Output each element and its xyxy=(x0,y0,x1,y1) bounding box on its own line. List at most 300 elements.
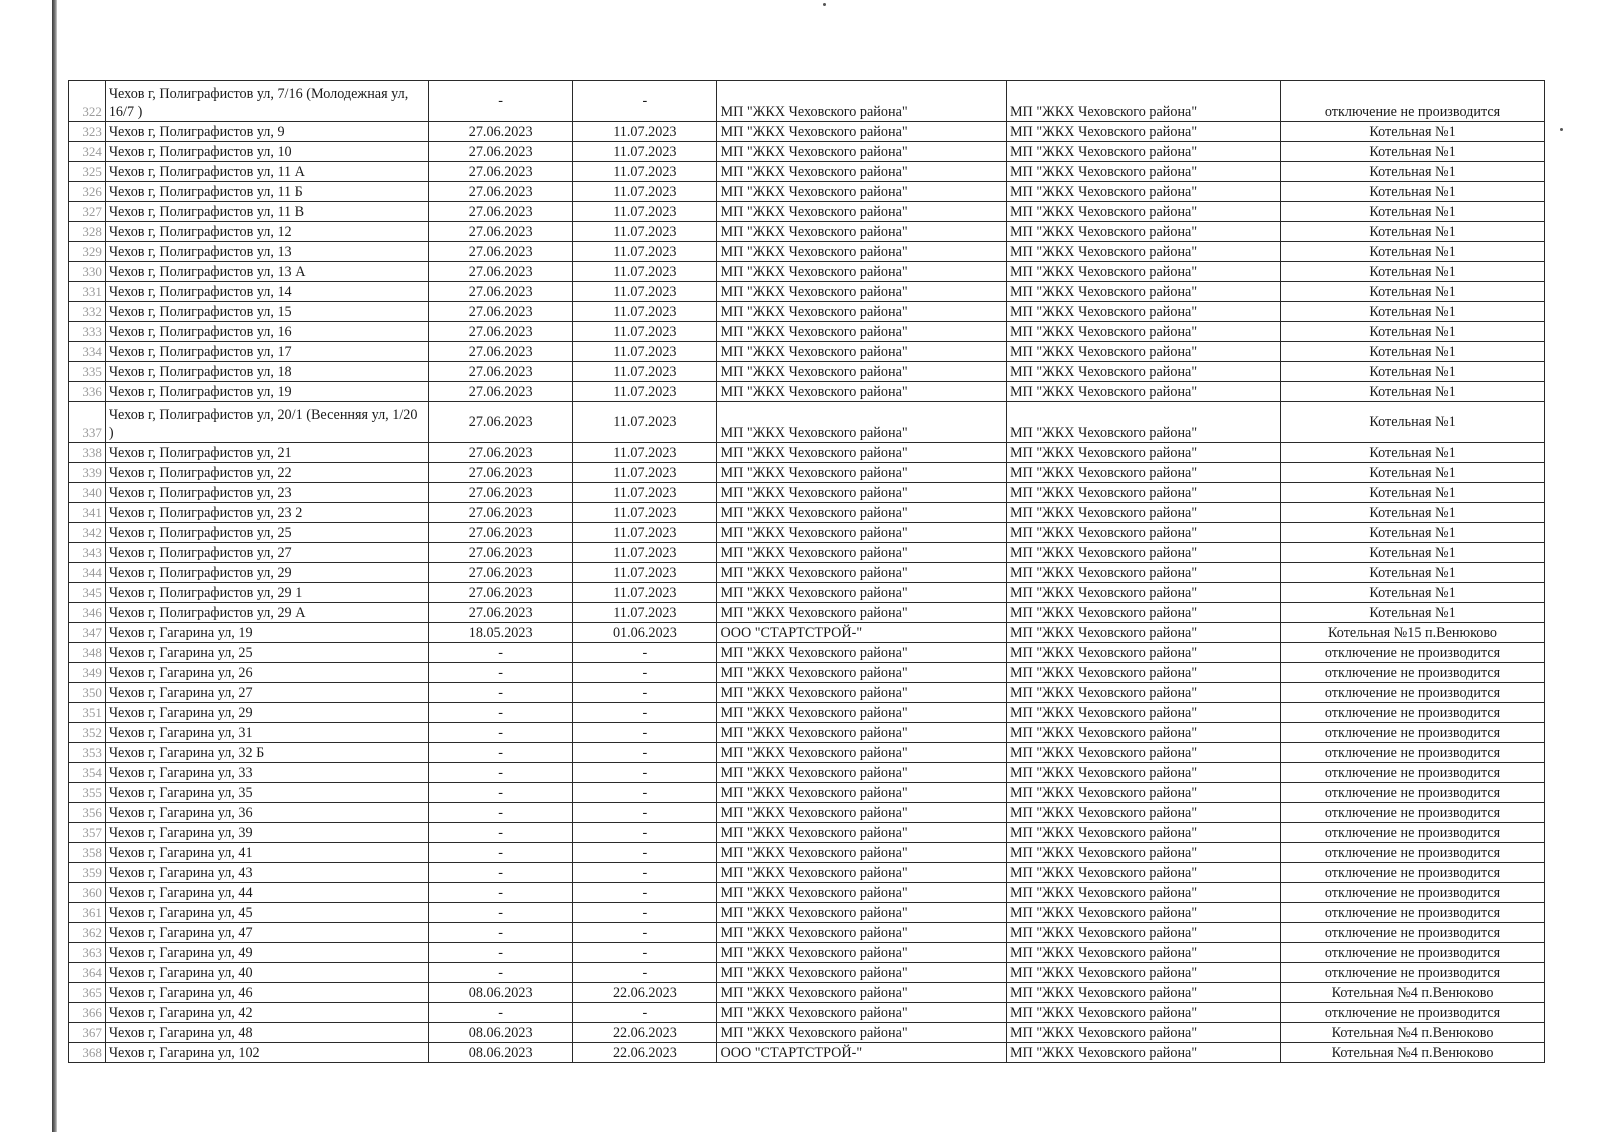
supplier-organization: МП "ЖКХ Чеховского района" xyxy=(717,322,1006,342)
table-row xyxy=(69,342,1545,362)
table-row xyxy=(69,81,1545,122)
outage-end-date: - xyxy=(573,963,717,983)
outage-start-date: - xyxy=(429,923,573,943)
heat-source: отключение не производится xyxy=(1281,923,1545,943)
outage-end-date: 11.07.2023 xyxy=(573,302,717,322)
address-cell: Чехов г, Гагарина ул, 43 xyxy=(105,863,428,883)
outage-end-date: 11.07.2023 xyxy=(573,322,717,342)
heat-source: Котельная №1 xyxy=(1281,242,1545,262)
outage-end-date: 22.06.2023 xyxy=(573,1043,717,1063)
address-cell: Чехов г, Полиграфистов ул, 15 xyxy=(105,302,428,322)
address-cell: Чехов г, Полиграфистов ул, 16 xyxy=(105,322,428,342)
managing-organization: МП "ЖКХ Чеховского района" xyxy=(1006,1043,1280,1063)
heat-source: отключение не производится xyxy=(1281,863,1545,883)
outage-schedule-table xyxy=(68,80,1545,1063)
outage-start-date: 27.06.2023 xyxy=(429,483,573,503)
outage-start-date: 27.06.2023 xyxy=(429,262,573,282)
address-cell: Чехов г, Полиграфистов ул, 7/16 (Молодежная ул, 16/7 ) xyxy=(105,81,428,122)
row-number: 350 xyxy=(69,683,106,703)
outage-end-date: - xyxy=(573,703,717,723)
heat-source: Котельная №1 xyxy=(1281,122,1545,142)
table-row xyxy=(69,703,1545,723)
managing-organization: МП "ЖКХ Чеховского района" xyxy=(1006,262,1280,282)
row-number: 330 xyxy=(69,262,106,282)
heat-source: отключение не производится xyxy=(1281,663,1545,683)
outage-start-date: 27.06.2023 xyxy=(429,523,573,543)
outage-start-date: 27.06.2023 xyxy=(429,302,573,322)
address-cell: Чехов г, Полиграфистов ул, 29 А xyxy=(105,603,428,623)
supplier-organization: МП "ЖКХ Чеховского района" xyxy=(717,783,1006,803)
address-cell: Чехов г, Полиграфистов ул, 10 xyxy=(105,142,428,162)
heat-source: отключение не производится xyxy=(1281,81,1545,122)
managing-organization: МП "ЖКХ Чеховского района" xyxy=(1006,81,1280,122)
address-cell: Чехов г, Полиграфистов ул, 19 xyxy=(105,382,428,402)
outage-start-date: 27.06.2023 xyxy=(429,543,573,563)
row-number: 322 xyxy=(69,81,106,122)
address-cell: Чехов г, Гагарина ул, 44 xyxy=(105,883,428,903)
table-row xyxy=(69,943,1545,963)
table-row xyxy=(69,983,1545,1003)
address-cell: Чехов г, Полиграфистов ул, 11 В xyxy=(105,202,428,222)
outage-end-date: 11.07.2023 xyxy=(573,362,717,382)
supplier-organization: МП "ЖКХ Чеховского района" xyxy=(717,823,1006,843)
heat-source: Котельная №1 xyxy=(1281,222,1545,242)
row-number: 336 xyxy=(69,382,106,402)
outage-start-date: 27.06.2023 xyxy=(429,342,573,362)
managing-organization: МП "ЖКХ Чеховского района" xyxy=(1006,863,1280,883)
heat-source: отключение не производится xyxy=(1281,883,1545,903)
heat-source: отключение не производится xyxy=(1281,803,1545,823)
heat-source: отключение не производится xyxy=(1281,723,1545,743)
table-row xyxy=(69,843,1545,863)
address-cell: Чехов г, Гагарина ул, 45 xyxy=(105,903,428,923)
managing-organization: МП "ЖКХ Чеховского района" xyxy=(1006,983,1280,1003)
outage-start-date: - xyxy=(429,963,573,983)
outage-start-date: 27.06.2023 xyxy=(429,603,573,623)
heat-source: Котельная №1 xyxy=(1281,543,1545,563)
outage-start-date: 18.05.2023 xyxy=(429,623,573,643)
outage-start-date: - xyxy=(429,643,573,663)
outage-end-date: 11.07.2023 xyxy=(573,503,717,523)
managing-organization: МП "ЖКХ Чеховского района" xyxy=(1006,723,1280,743)
outage-start-date: 27.06.2023 xyxy=(429,402,573,443)
address-cell: Чехов г, Гагарина ул, 48 xyxy=(105,1023,428,1043)
managing-organization: МП "ЖКХ Чеховского района" xyxy=(1006,943,1280,963)
outage-start-date: - xyxy=(429,843,573,863)
managing-organization: МП "ЖКХ Чеховского района" xyxy=(1006,583,1280,603)
address-cell: Чехов г, Полиграфистов ул, 23 2 xyxy=(105,503,428,523)
table-body xyxy=(69,81,1545,1063)
table-row xyxy=(69,823,1545,843)
table-row xyxy=(69,1043,1545,1063)
outage-start-date: - xyxy=(429,743,573,763)
managing-organization: МП "ЖКХ Чеховского района" xyxy=(1006,823,1280,843)
heat-source: отключение не производится xyxy=(1281,743,1545,763)
supplier-organization: МП "ЖКХ Чеховского района" xyxy=(717,342,1006,362)
outage-start-date: 27.06.2023 xyxy=(429,583,573,603)
table-row xyxy=(69,583,1545,603)
row-number: 340 xyxy=(69,483,106,503)
table-row xyxy=(69,543,1545,563)
outage-start-date: 08.06.2023 xyxy=(429,1043,573,1063)
supplier-organization: МП "ЖКХ Чеховского района" xyxy=(717,282,1006,302)
outage-start-date: 27.06.2023 xyxy=(429,563,573,583)
managing-organization: МП "ЖКХ Чеховского района" xyxy=(1006,563,1280,583)
outage-end-date: 11.07.2023 xyxy=(573,182,717,202)
outage-end-date: 01.06.2023 xyxy=(573,623,717,643)
heat-source: Котельная №1 xyxy=(1281,202,1545,222)
table-row xyxy=(69,362,1545,382)
supplier-organization: МП "ЖКХ Чеховского района" xyxy=(717,883,1006,903)
managing-organization: МП "ЖКХ Чеховского района" xyxy=(1006,302,1280,322)
supplier-organization: МП "ЖКХ Чеховского района" xyxy=(717,763,1006,783)
table-row xyxy=(69,783,1545,803)
supplier-organization: МП "ЖКХ Чеховского района" xyxy=(717,142,1006,162)
outage-start-date: 08.06.2023 xyxy=(429,983,573,1003)
row-number: 341 xyxy=(69,503,106,523)
row-number: 349 xyxy=(69,663,106,683)
heat-source: Котельная №4 п.Венюково xyxy=(1281,983,1545,1003)
row-number: 337 xyxy=(69,402,106,443)
supplier-organization: МП "ЖКХ Чеховского района" xyxy=(717,382,1006,402)
row-number: 363 xyxy=(69,943,106,963)
outage-end-date: - xyxy=(573,923,717,943)
address-cell: Чехов г, Полиграфистов ул, 23 xyxy=(105,483,428,503)
heat-source: Котельная №1 xyxy=(1281,463,1545,483)
address-cell: Чехов г, Полиграфистов ул, 11 А xyxy=(105,162,428,182)
address-cell: Чехов г, Гагарина ул, 46 xyxy=(105,983,428,1003)
supplier-organization: МП "ЖКХ Чеховского района" xyxy=(717,543,1006,563)
managing-organization: МП "ЖКХ Чеховского района" xyxy=(1006,322,1280,342)
managing-organization: МП "ЖКХ Чеховского района" xyxy=(1006,402,1280,443)
outage-start-date: - xyxy=(429,663,573,683)
heat-source: отключение не производится xyxy=(1281,903,1545,923)
outage-end-date: - xyxy=(573,823,717,843)
address-cell: Чехов г, Гагарина ул, 102 xyxy=(105,1043,428,1063)
row-number: 329 xyxy=(69,242,106,262)
managing-organization: МП "ЖКХ Чеховского района" xyxy=(1006,603,1280,623)
supplier-organization: МП "ЖКХ Чеховского района" xyxy=(717,122,1006,142)
address-cell: Чехов г, Полиграфистов ул, 20/1 (Весенняя ул, 1/20 ) xyxy=(105,402,428,443)
managing-organization: МП "ЖКХ Чеховского района" xyxy=(1006,803,1280,823)
row-number: 358 xyxy=(69,843,106,863)
outage-end-date: - xyxy=(573,1003,717,1023)
managing-organization: МП "ЖКХ Чеховского района" xyxy=(1006,883,1280,903)
table-row xyxy=(69,162,1545,182)
row-number: 359 xyxy=(69,863,106,883)
outage-end-date: - xyxy=(573,943,717,963)
outage-start-date: 27.06.2023 xyxy=(429,382,573,402)
heat-source: отключение не производится xyxy=(1281,943,1545,963)
table-row xyxy=(69,242,1545,262)
outage-start-date: - xyxy=(429,903,573,923)
row-number: 351 xyxy=(69,703,106,723)
address-cell: Чехов г, Гагарина ул, 26 xyxy=(105,663,428,683)
table-row xyxy=(69,483,1545,503)
outage-start-date: 08.06.2023 xyxy=(429,1023,573,1043)
row-number: 332 xyxy=(69,302,106,322)
table-row xyxy=(69,523,1545,543)
heat-source: Котельная №1 xyxy=(1281,483,1545,503)
outage-start-date: 27.06.2023 xyxy=(429,282,573,302)
scan-speck xyxy=(823,3,826,6)
table-row xyxy=(69,803,1545,823)
heat-source: Котельная №1 xyxy=(1281,342,1545,362)
managing-organization: МП "ЖКХ Чеховского района" xyxy=(1006,483,1280,503)
address-cell: Чехов г, Полиграфистов ул, 21 xyxy=(105,443,428,463)
table-row xyxy=(69,503,1545,523)
managing-organization: МП "ЖКХ Чеховского района" xyxy=(1006,282,1280,302)
supplier-organization: МП "ЖКХ Чеховского района" xyxy=(717,262,1006,282)
outage-end-date: - xyxy=(573,883,717,903)
row-number: 324 xyxy=(69,142,106,162)
outage-end-date: 11.07.2023 xyxy=(573,222,717,242)
outage-end-date: - xyxy=(573,843,717,863)
supplier-organization: МП "ЖКХ Чеховского района" xyxy=(717,443,1006,463)
outage-start-date: - xyxy=(429,863,573,883)
address-cell: Чехов г, Гагарина ул, 39 xyxy=(105,823,428,843)
address-cell: Чехов г, Полиграфистов ул, 11 Б xyxy=(105,182,428,202)
outage-start-date: - xyxy=(429,763,573,783)
table-row xyxy=(69,262,1545,282)
heat-source: Котельная №4 п.Венюково xyxy=(1281,1043,1545,1063)
managing-organization: МП "ЖКХ Чеховского района" xyxy=(1006,202,1280,222)
row-number: 357 xyxy=(69,823,106,843)
table-row xyxy=(69,623,1545,643)
supplier-organization: МП "ЖКХ Чеховского района" xyxy=(717,903,1006,923)
address-cell: Чехов г, Полиграфистов ул, 27 xyxy=(105,543,428,563)
outage-end-date: 11.07.2023 xyxy=(573,402,717,443)
heat-source: Котельная №1 xyxy=(1281,523,1545,543)
row-number: 331 xyxy=(69,282,106,302)
row-number: 345 xyxy=(69,583,106,603)
row-number: 365 xyxy=(69,983,106,1003)
managing-organization: МП "ЖКХ Чеховского района" xyxy=(1006,1003,1280,1023)
managing-organization: МП "ЖКХ Чеховского района" xyxy=(1006,763,1280,783)
managing-organization: МП "ЖКХ Чеховского района" xyxy=(1006,663,1280,683)
address-cell: Чехов г, Гагарина ул, 49 xyxy=(105,943,428,963)
managing-organization: МП "ЖКХ Чеховского района" xyxy=(1006,222,1280,242)
outage-end-date: - xyxy=(573,723,717,743)
managing-organization: МП "ЖКХ Чеховского района" xyxy=(1006,503,1280,523)
address-cell: Чехов г, Полиграфистов ул, 29 xyxy=(105,563,428,583)
supplier-organization: МП "ЖКХ Чеховского района" xyxy=(717,563,1006,583)
row-number: 328 xyxy=(69,222,106,242)
supplier-organization: МП "ЖКХ Чеховского района" xyxy=(717,923,1006,943)
address-cell: Чехов г, Гагарина ул, 33 xyxy=(105,763,428,783)
address-cell: Чехов г, Гагарина ул, 25 xyxy=(105,643,428,663)
outage-start-date: 27.06.2023 xyxy=(429,202,573,222)
managing-organization: МП "ЖКХ Чеховского района" xyxy=(1006,743,1280,763)
outage-end-date: 11.07.2023 xyxy=(573,122,717,142)
address-cell: Чехов г, Полиграфистов ул, 17 xyxy=(105,342,428,362)
row-number: 338 xyxy=(69,443,106,463)
outage-start-date: 27.06.2023 xyxy=(429,142,573,162)
row-number: 361 xyxy=(69,903,106,923)
outage-start-date: - xyxy=(429,883,573,903)
heat-source: отключение не производится xyxy=(1281,783,1545,803)
outage-end-date: - xyxy=(573,743,717,763)
heat-source: Котельная №1 xyxy=(1281,362,1545,382)
row-number: 347 xyxy=(69,623,106,643)
outage-end-date: - xyxy=(573,763,717,783)
table-row xyxy=(69,122,1545,142)
row-number: 343 xyxy=(69,543,106,563)
supplier-organization: МП "ЖКХ Чеховского района" xyxy=(717,222,1006,242)
row-number: 339 xyxy=(69,463,106,483)
heat-source: отключение не производится xyxy=(1281,1003,1545,1023)
heat-source: Котельная №1 xyxy=(1281,443,1545,463)
address-cell: Чехов г, Гагарина ул, 36 xyxy=(105,803,428,823)
outage-end-date: - xyxy=(573,903,717,923)
table-row xyxy=(69,382,1545,402)
supplier-organization: МП "ЖКХ Чеховского района" xyxy=(717,402,1006,443)
table-row xyxy=(69,142,1545,162)
outage-end-date: 11.07.2023 xyxy=(573,262,717,282)
heat-source: отключение не производится xyxy=(1281,963,1545,983)
table-row xyxy=(69,863,1545,883)
address-cell: Чехов г, Полиграфистов ул, 29 1 xyxy=(105,583,428,603)
table-row xyxy=(69,182,1545,202)
managing-organization: МП "ЖКХ Чеховского района" xyxy=(1006,342,1280,362)
outage-start-date: 27.06.2023 xyxy=(429,242,573,262)
table-row xyxy=(69,663,1545,683)
heat-source: Котельная №1 xyxy=(1281,322,1545,342)
outage-end-date: - xyxy=(573,683,717,703)
managing-organization: МП "ЖКХ Чеховского района" xyxy=(1006,923,1280,943)
outage-start-date: - xyxy=(429,803,573,823)
outage-end-date: 11.07.2023 xyxy=(573,202,717,222)
heat-source: отключение не производится xyxy=(1281,823,1545,843)
outage-end-date: - xyxy=(573,81,717,122)
supplier-organization: МП "ЖКХ Чеховского района" xyxy=(717,1003,1006,1023)
address-cell: Чехов г, Гагарина ул, 31 xyxy=(105,723,428,743)
heat-source: Котельная №1 xyxy=(1281,603,1545,623)
managing-organization: МП "ЖКХ Чеховского района" xyxy=(1006,162,1280,182)
supplier-organization: МП "ЖКХ Чеховского района" xyxy=(717,202,1006,222)
supplier-organization: МП "ЖКХ Чеховского района" xyxy=(717,463,1006,483)
supplier-organization: МП "ЖКХ Чеховского района" xyxy=(717,242,1006,262)
outage-start-date: 27.06.2023 xyxy=(429,443,573,463)
heat-source: отключение не производится xyxy=(1281,703,1545,723)
heat-source: отключение не производится xyxy=(1281,683,1545,703)
address-cell: Чехов г, Полиграфистов ул, 14 xyxy=(105,282,428,302)
outage-start-date: - xyxy=(429,823,573,843)
outage-end-date: 22.06.2023 xyxy=(573,983,717,1003)
table-row xyxy=(69,923,1545,943)
address-cell: Чехов г, Гагарина ул, 32 Б xyxy=(105,743,428,763)
table-row xyxy=(69,302,1545,322)
outage-end-date: - xyxy=(573,783,717,803)
heat-source: отключение не производится xyxy=(1281,643,1545,663)
supplier-organization: МП "ЖКХ Чеховского района" xyxy=(717,362,1006,382)
heat-source: Котельная №1 xyxy=(1281,302,1545,322)
outage-end-date: 11.07.2023 xyxy=(573,583,717,603)
supplier-organization: МП "ЖКХ Чеховского района" xyxy=(717,503,1006,523)
table-row xyxy=(69,763,1545,783)
outage-start-date: 27.06.2023 xyxy=(429,122,573,142)
outage-start-date: - xyxy=(429,1003,573,1023)
row-number: 366 xyxy=(69,1003,106,1023)
managing-organization: МП "ЖКХ Чеховского района" xyxy=(1006,463,1280,483)
outage-end-date: 11.07.2023 xyxy=(573,242,717,262)
supplier-organization: МП "ЖКХ Чеховского района" xyxy=(717,723,1006,743)
table-row xyxy=(69,563,1545,583)
table-row xyxy=(69,883,1545,903)
heat-source: Котельная №15 п.Венюково xyxy=(1281,623,1545,643)
address-cell: Чехов г, Полиграфистов ул, 13 А xyxy=(105,262,428,282)
heat-source: Котельная №1 xyxy=(1281,142,1545,162)
supplier-organization: МП "ЖКХ Чеховского района" xyxy=(717,302,1006,322)
managing-organization: МП "ЖКХ Чеховского района" xyxy=(1006,122,1280,142)
row-number: 364 xyxy=(69,963,106,983)
address-cell: Чехов г, Полиграфистов ул, 13 xyxy=(105,242,428,262)
supplier-organization: ООО "СТАРТСТРОЙ-" xyxy=(717,623,1006,643)
supplier-organization: МП "ЖКХ Чеховского района" xyxy=(717,843,1006,863)
heat-source: Котельная №1 xyxy=(1281,162,1545,182)
supplier-organization: МП "ЖКХ Чеховского района" xyxy=(717,643,1006,663)
outage-end-date: 11.07.2023 xyxy=(573,463,717,483)
outage-start-date: 27.06.2023 xyxy=(429,182,573,202)
table-row xyxy=(69,603,1545,623)
supplier-organization: МП "ЖКХ Чеховского района" xyxy=(717,81,1006,122)
table-row xyxy=(69,222,1545,242)
managing-organization: МП "ЖКХ Чеховского района" xyxy=(1006,643,1280,663)
outage-end-date: 11.07.2023 xyxy=(573,142,717,162)
heat-source: Котельная №1 xyxy=(1281,262,1545,282)
managing-organization: МП "ЖКХ Чеховского района" xyxy=(1006,963,1280,983)
managing-organization: МП "ЖКХ Чеховского района" xyxy=(1006,443,1280,463)
supplier-organization: МП "ЖКХ Чеховского района" xyxy=(717,483,1006,503)
outage-start-date: - xyxy=(429,783,573,803)
managing-organization: МП "ЖКХ Чеховского района" xyxy=(1006,523,1280,543)
supplier-organization: МП "ЖКХ Чеховского района" xyxy=(717,583,1006,603)
row-number: 342 xyxy=(69,523,106,543)
scanned-page-edge xyxy=(52,0,57,1132)
outage-end-date: 11.07.2023 xyxy=(573,162,717,182)
supplier-organization: ООО "СТАРТСТРОЙ-" xyxy=(717,1043,1006,1063)
table-row xyxy=(69,402,1545,443)
address-cell: Чехов г, Гагарина ул, 27 xyxy=(105,683,428,703)
outage-start-date: 27.06.2023 xyxy=(429,362,573,382)
table-row xyxy=(69,903,1545,923)
supplier-organization: МП "ЖКХ Чеховского района" xyxy=(717,703,1006,723)
heat-source: Котельная №1 xyxy=(1281,382,1545,402)
supplier-organization: МП "ЖКХ Чеховского района" xyxy=(717,863,1006,883)
outage-end-date: - xyxy=(573,803,717,823)
address-cell: Чехов г, Полиграфистов ул, 22 xyxy=(105,463,428,483)
heat-source: отключение не производится xyxy=(1281,763,1545,783)
outage-end-date: 11.07.2023 xyxy=(573,282,717,302)
outage-end-date: 11.07.2023 xyxy=(573,342,717,362)
managing-organization: МП "ЖКХ Чеховского района" xyxy=(1006,783,1280,803)
row-number: 325 xyxy=(69,162,106,182)
outage-end-date: 22.06.2023 xyxy=(573,1023,717,1043)
outage-start-date: - xyxy=(429,723,573,743)
heat-source: Котельная №1 xyxy=(1281,563,1545,583)
outage-start-date: 27.06.2023 xyxy=(429,463,573,483)
table-row xyxy=(69,282,1545,302)
row-number: 354 xyxy=(69,763,106,783)
table-row xyxy=(69,743,1545,763)
table-row xyxy=(69,322,1545,342)
row-number: 360 xyxy=(69,883,106,903)
row-number: 355 xyxy=(69,783,106,803)
heat-source: отключение не производится xyxy=(1281,843,1545,863)
row-number: 334 xyxy=(69,342,106,362)
managing-organization: МП "ЖКХ Чеховского района" xyxy=(1006,623,1280,643)
address-cell: Чехов г, Гагарина ул, 19 xyxy=(105,623,428,643)
